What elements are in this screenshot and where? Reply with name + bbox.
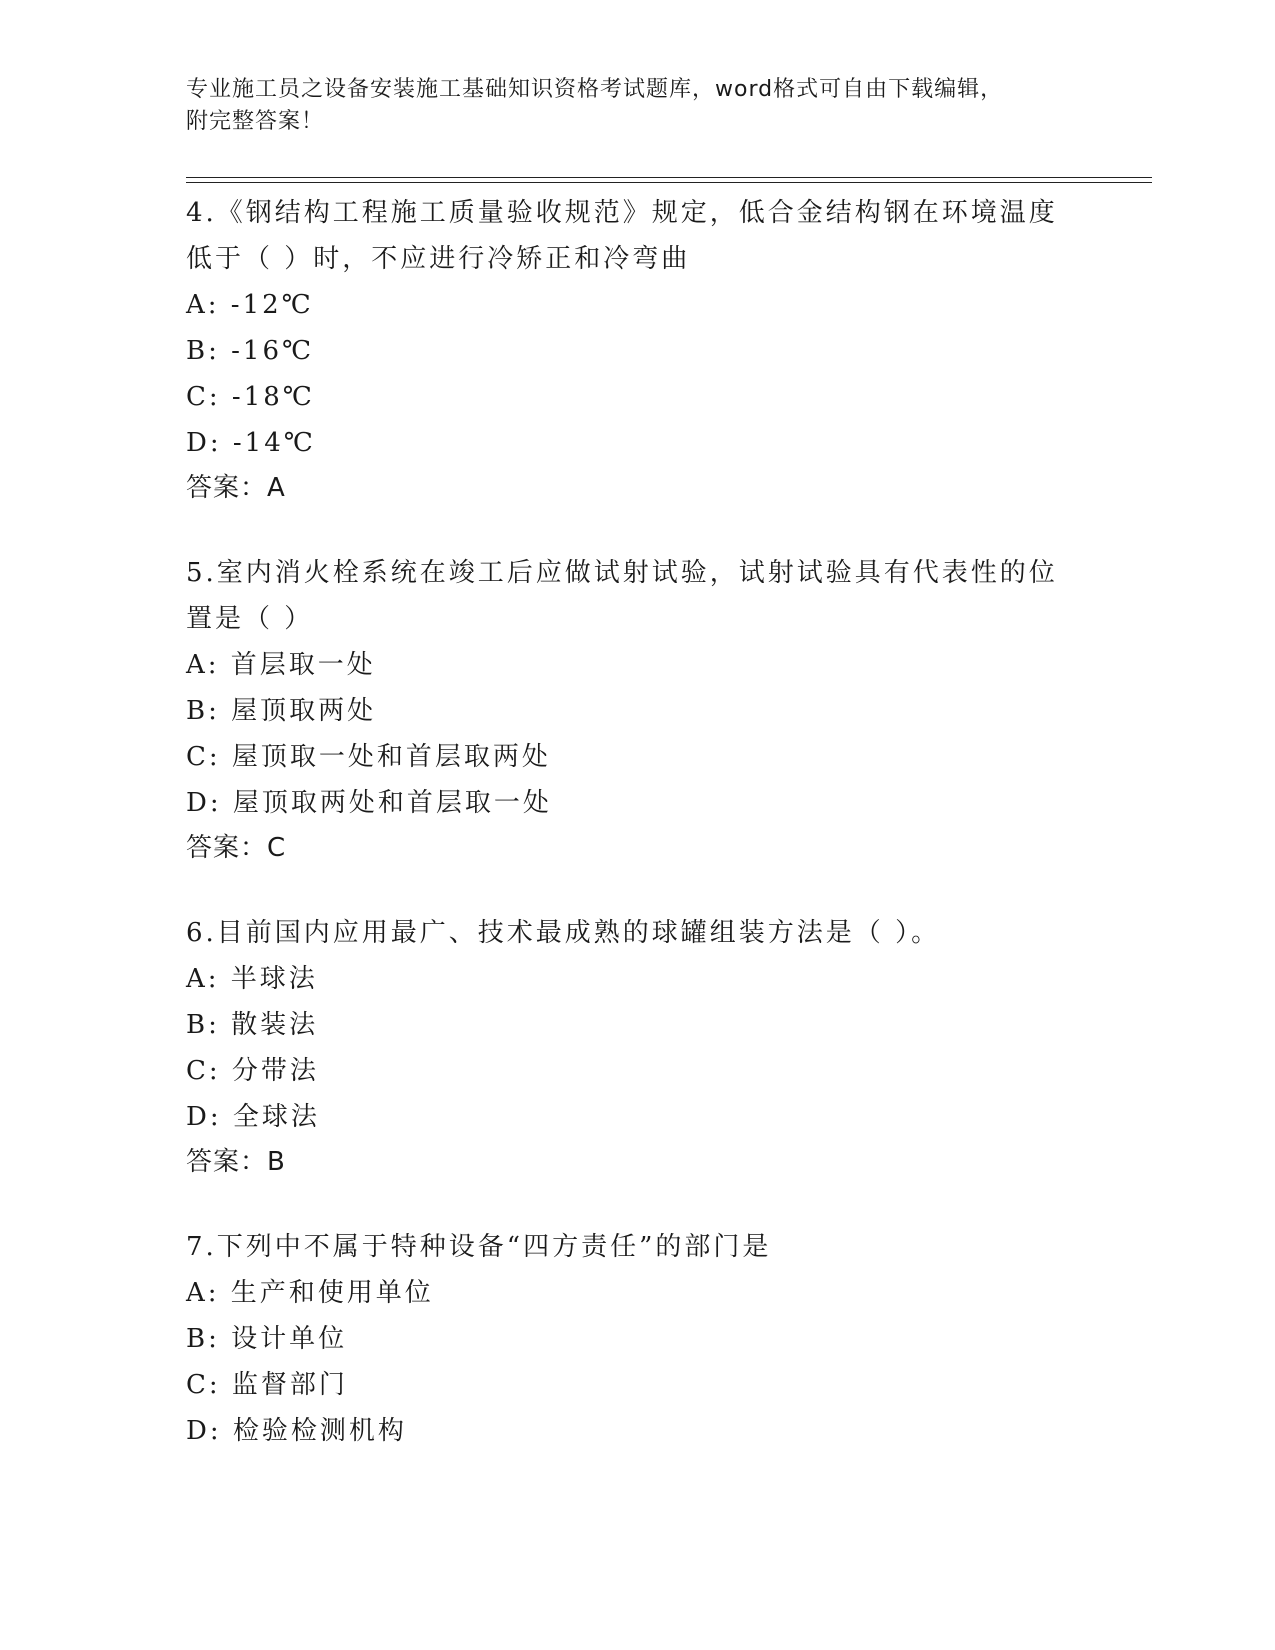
answer: 答案：B [186,1147,286,1177]
question-list [186,190,1086,1494]
option-d: D: 检验检测机构 [186,1416,407,1446]
question-text: 4.《钢结构工程施工质量验收规范》规定，低合金结构钢在环境温度 [186,198,1058,228]
answer: 答案：C [186,833,287,863]
document-header [186,74,1086,138]
option-d: D: -14℃ [186,428,316,458]
header-divider-top [186,177,1152,178]
question-7 [186,1224,1086,1454]
option-c: C: -18℃ [186,382,315,412]
question-4 [186,190,1086,510]
option-c: C: 监督部门 [186,1370,348,1400]
option-a: A: 生产和使用单位 [186,1278,434,1308]
header-line-1: 专业施工员之设备安装施工基础知识资格考试题库，word格式可自由下载编辑， [186,77,1004,102]
option-c: C: 屋顶取一处和首层取两处 [186,742,551,772]
option-b: B: 散装法 [186,1010,319,1040]
option-b: B: 屋顶取两处 [186,696,377,726]
header-line-2: 附完整答案！ [186,109,325,134]
question-text: 5.室内消火栓系统在竣工后应做试射试验，试射试验具有代表性的位 [186,558,1058,588]
question-text: 7.下列中不属于特种设备“四方责任”的部门是 [186,1232,772,1262]
answer: 答案：A [186,473,286,503]
option-a: A: -12℃ [186,290,314,320]
question-text: 低于（ ）时，不应进行冷矫正和冷弯曲 [186,244,691,274]
question-6 [186,910,1086,1184]
question-text: 置是（ ） [186,604,314,634]
option-d: D: 屋顶取两处和首层取一处 [186,788,552,818]
option-d: D: 全球法 [186,1102,320,1132]
option-b: B: 设计单位 [186,1324,348,1354]
option-a: A: 半球法 [186,964,318,994]
header-divider-bottom [186,182,1152,183]
option-a: A: 首层取一处 [186,650,376,680]
option-b: B: -16℃ [186,336,315,366]
question-5 [186,550,1086,870]
option-c: C: 分带法 [186,1056,319,1086]
question-text: 6.目前国内应用最广、技术最成熟的球罐组装方法是（ ）。 [186,918,941,948]
